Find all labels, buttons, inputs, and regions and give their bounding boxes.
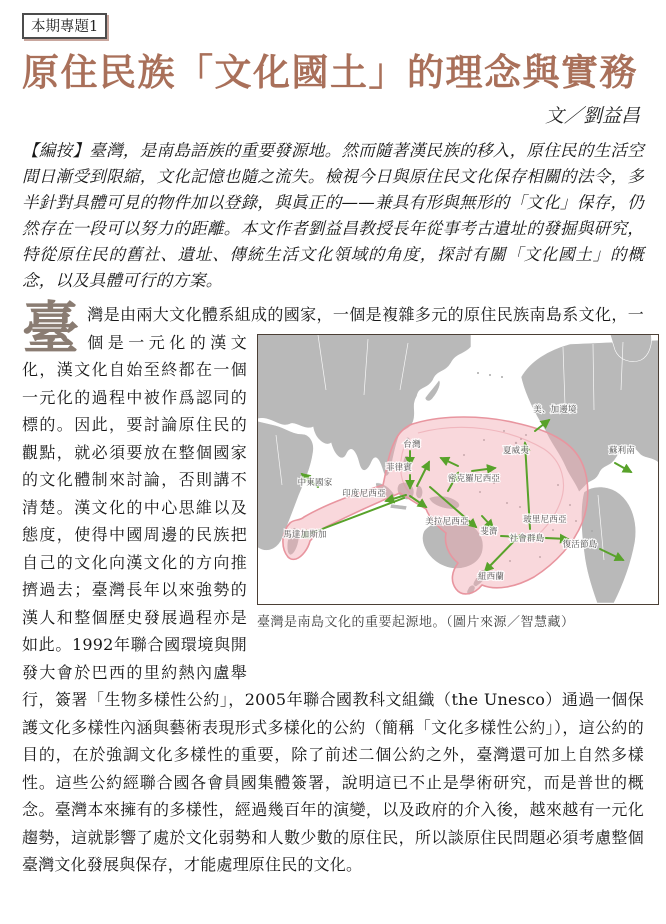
map-label: 美拉尼西亞 [425, 516, 469, 527]
austronesian-map-figure [257, 334, 657, 637]
article-continuation: 如此。1992年聯合國環境與開發大會於巴西的里約熱內盧舉行，簽署「生物多樣性公約」，2005年聯合國教科文組織（the Unesco）通過一個保護文化多樣性內涵與藝術表現形式多樣化的公約（簡稱「文化多樣性公約」），這公約的目的，在於強調文化多樣性的重要，除了前述二個公約之外，臺灣還可加上自然多樣性。這些公約經聯合國各會員國集體簽署，說明這已不止是學術研究，而是普世的概念。臺灣本來擁有的多樣性，經過幾百年的演變，以及政府的介入後，越來越有一元化趨勢，這就影響了處於文化弱勢和人數少數的原住民，所以談原住民問題必須考慮整個臺灣文化發展與保存，才能處理原住民的文化。 [22, 635, 644, 875]
map-label: 美、加邊境 [533, 404, 577, 415]
map-label: 台灣 [403, 439, 421, 450]
page-title: 原住民族「文化國土」的理念與實務 [22, 50, 638, 94]
map-label: 密克羅尼西亞 [447, 473, 501, 484]
map-label: 中東國家 [297, 477, 333, 488]
editor-note: 【編按】臺灣，是南島語族的重要發源地。然而隨著漢民族的移入，原住民的生活空間日漸受到限縮，文化記憶也隨之流失。檢視今日與原住民文化保存相關的法令，多半針對具體可見的物件加以登錄，與眞正的——兼具有形與無形的「文化」保存，仍然存在一段可以努力的距離。本文作者劉益昌教授長年從事考古遺址的發掘與研究，特從原住民的舊社、遺址、傳統生活文化領域的角度，探討有關「文化國土」的概念，以及具體可行的方案。 [22, 141, 644, 291]
map-label: 馬達加斯加 [283, 529, 327, 540]
map-label: 玻里尼西亞 [523, 514, 567, 525]
map-label: 印度尼西亞 [342, 488, 386, 499]
map-caption: 臺灣是南島文化的重要起源地。（圖片來源／智慧藏） [257, 614, 575, 630]
map-label: 社會群島 [509, 533, 545, 544]
austronesian-map [257, 334, 659, 605]
byline: 文／劉益昌 [544, 105, 640, 128]
map-label: 紐西蘭 [477, 571, 505, 582]
map-label: 蘇利南 [608, 445, 636, 456]
map-label: 復活節島 [562, 539, 598, 550]
article-left-column: 一個是一元化的漢文化，漢文化自始至終都在一個一元化的過程中被作爲認同的標的。因此，要討論原住民的觀點，就必須要放在整個國家的文化體制來討論，否則講不清楚。漢文化的中心思維以及態度，使得中國周邊的民族把自己的文化向漢文化的方向推擠過去；臺灣長年以來強勢的漢人和整個歷史發展過程亦是 [22, 305, 644, 627]
map-label: 菲律賓 [385, 462, 413, 473]
issue-topic-badge: 本期專題1 [22, 13, 107, 39]
article-body [22, 295, 644, 879]
map-label: 斐濟 [480, 526, 498, 537]
article-line1: 灣是由兩大文化體系組成的國家，一個是複雜多元的原住民族南島系文化， [87, 305, 628, 325]
dropcap: 臺 [22, 295, 80, 363]
map-label: 夏威夷 [502, 445, 530, 456]
migration-arrow [615, 463, 631, 472]
